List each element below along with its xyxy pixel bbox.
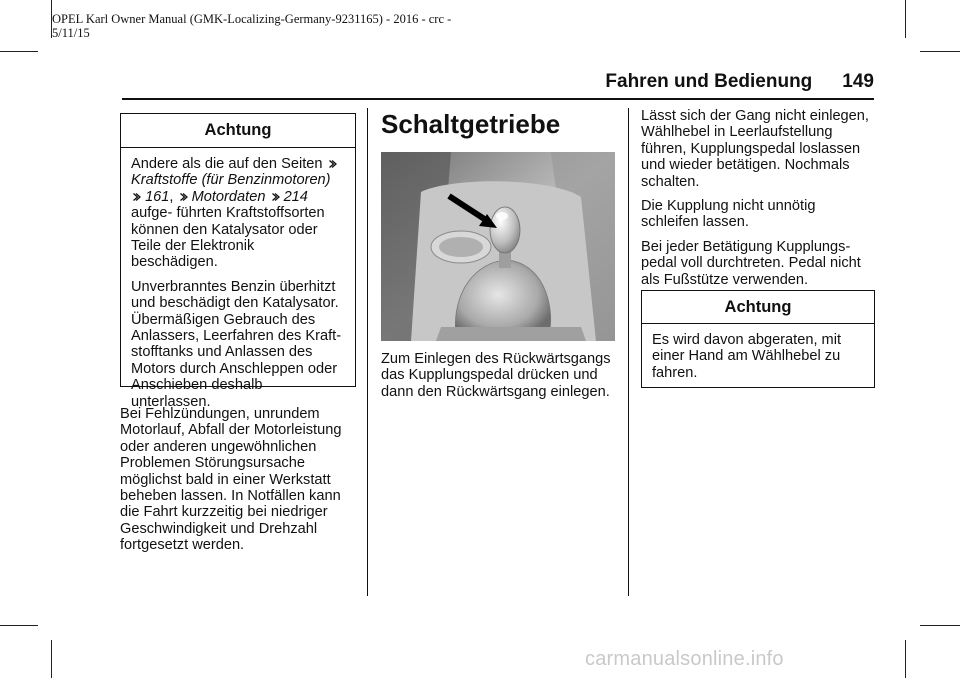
page-reference-icon — [270, 192, 280, 202]
section-heading: Schaltgetriebe — [381, 109, 561, 139]
section-title: Fahren und Bedienung — [605, 71, 813, 92]
crop-mark — [920, 51, 960, 52]
body-text — [120, 406, 356, 562]
body-text — [641, 108, 877, 296]
gear-lever-illustration — [381, 152, 615, 341]
page-number: 149 — [842, 71, 874, 92]
warning-paragraph: Es wird davon abgeraten, mit einer Hand am Wählhebel zu fahren. — [652, 332, 842, 381]
warning-paragraph: Andere als die auf den Seiten Kraftstoffe (für Benzinmotoren) 161, Motordaten 214 aufge- führten Kraftstoffsorten können den Katalysator oder Teile der Elektronik beschädigen. — [131, 156, 345, 271]
cross-reference-title[interactable]: Motordaten — [191, 188, 266, 205]
column-divider — [367, 108, 368, 596]
warning-paragraph: Unverbranntes Benzin überhitzt und beschädigt den Katalysator. Übermäßigen Gebrauch des Anlassers, Leerfahren des Kraft-stofftanks und Anlassen des Motors durch Anschleppen oder Anschieben deshalb unterlassen. — [131, 278, 342, 410]
crop-mark — [920, 625, 960, 626]
figure-caption — [381, 351, 621, 408]
paragraph: Lässt sich der Gang nicht einlegen, Wählhebel in Leerlaufstellung führen, Kupplungspedal loslassen und wieder betätigen. Nochmals schalten. — [641, 108, 869, 190]
crop-mark — [905, 640, 906, 678]
paragraph: Die Kupplung nicht unnötig schleifen lassen. — [641, 198, 816, 231]
warning-box — [641, 290, 875, 388]
paragraph: Bei Fehlzündungen, unrundem Motorlauf, Abfall der Motorleistung oder anderen ungewöhnlichen Problemen Störungsursache möglichst bald in einer Werkstatt beheben lassen. In Notfällen kann die Fahrt kurzzeitig bei niedriger Geschwindigkeit und Drehzahl fortgesetzt werden. — [120, 406, 342, 554]
caption-text: Zum Einlegen des Rückwärtsgangs das Kupplungspedal drücken und dann den Rückwärtsgang einlegen. — [381, 351, 611, 400]
warning-title: Achtung — [121, 114, 355, 148]
watermark: carmanualsonline.info — [585, 648, 784, 670]
meta-line: 5/11/15 — [52, 26, 90, 40]
gear-shifter-photo — [381, 152, 615, 341]
cross-reference-title[interactable]: Kraftstoffe (für Benzinmotoren) — [131, 172, 331, 189]
crop-mark — [0, 625, 38, 626]
cross-reference-page[interactable]: 161 — [145, 188, 170, 205]
document-meta-header — [52, 12, 512, 40]
column-divider — [628, 108, 629, 596]
cross-reference-page[interactable]: 214 — [283, 188, 308, 205]
page-reference-icon — [327, 159, 337, 169]
meta-line: OPEL Karl Owner Manual (GMK-Localizing-Germany-9231165) - 2016 - crc - — [52, 12, 452, 26]
page-reference-icon — [131, 192, 141, 202]
crop-mark — [905, 0, 906, 38]
paragraph: Bei jeder Betätigung Kupplungs-pedal voll durchtreten. Pedal nicht als Fußstütze verwenden. — [641, 238, 861, 288]
crop-mark — [51, 640, 52, 678]
warning-title: Achtung — [642, 291, 874, 324]
warning-box — [120, 113, 356, 410]
header-rule — [122, 98, 874, 100]
running-head — [122, 71, 874, 93]
crop-mark — [0, 51, 38, 52]
page-reference-icon — [178, 192, 188, 202]
